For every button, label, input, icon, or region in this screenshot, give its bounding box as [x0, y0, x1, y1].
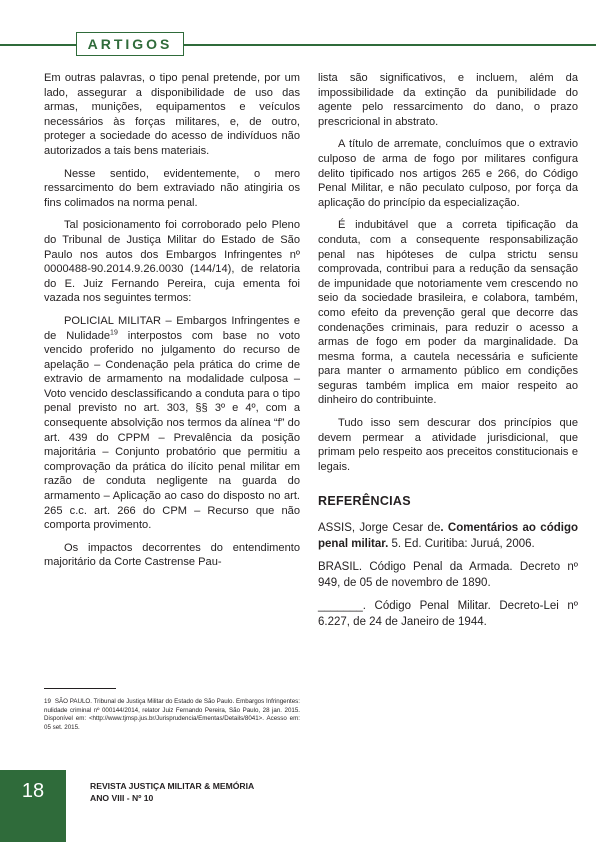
footnote — [44, 698, 300, 732]
reference-1-details: 5. Ed. Curitiba: Juruá, 2006. — [388, 537, 535, 550]
right-column — [318, 71, 578, 638]
reference-2-text: BRASIL. Código Penal da Armada. Decreto nº 949, de 05 de novembro de 1890. — [318, 561, 578, 589]
page-header — [0, 0, 596, 60]
journal-name: REVISTA JUSTIÇA MILITAR & MEMÓRIA — [90, 781, 255, 791]
left-paragraph-5: Os impactos decorrentes do entendimento majoritário da Corte Castrense Pau- — [44, 541, 300, 569]
case-summary-quote — [44, 314, 300, 533]
footnote-rule — [44, 688, 116, 689]
reference-item-1 — [318, 521, 578, 552]
left-paragraph-1: Em outras palavras, o tipo penal pretende, por um lado, assegurar a disponibilidade de uso das armas, munições, equipamentos e veículos necessários às forças militares, e, de outro, proteger a sociedade do acesso de indivíduos não autorizados a tais bens materiais. — [44, 72, 300, 157]
reference-1-title: . Comentários ao código penal militar. — [318, 522, 578, 550]
reference-1-author: ASSIS, Jorge Cesar de — [318, 522, 441, 535]
reference-3-text: _______. Código Penal Militar. Decreto-Lei nº 6.227, de 24 de Janeiro de 1944. — [318, 600, 578, 628]
left-column — [44, 71, 300, 578]
journal-issue: ANO VIII - Nº 10 — [90, 793, 154, 803]
footnote-number: 19 — [44, 698, 51, 705]
footnote-text: SÃO PAULO. Tribunal de Justiça Militar do Estado de São Paulo. Embargos Infringentes: nulidade criminal nº 000144/2014, relator Juiz Fernando Pereira, São Paulo, 28 jan. 2015. Disponível em: <http://www.tjmsp.jus.br/Jurisprudencia/Ementas/Details/8041>. Acesso em: 05 set. 2015. — [44, 698, 300, 731]
left-paragraph-2: Nesse sentido, evidentemente, o mero ressarcimento do bem extraviado não atingiria os fins colimados na norma penal. — [44, 167, 300, 209]
footnote-ref-19[interactable]: 19 — [110, 328, 118, 336]
quote-text-part-1: POLICIAL MILITAR – Embargos Infringentes e de Nulidade — [44, 314, 300, 342]
reference-item-2 — [318, 560, 578, 591]
quote-text-part-2: interpostos com base no voto vencido proferido no julgamento do recurso de apelação – Condenação pela prática do crime de extravio de armamento na modalidade culposa – Voto vencido desclassificando a conduta para o tipo penal previsto no art. 303, §§ 3º e 4º, com a consequente absolvição nos termos da alínea “f” do art. 439 do CPPM – Prevalência da posição majoritária – Conjunto probatório que permitiu a comprovação da prática do ilícito penal militar em razão de conduta negligente na guarda do armamento – Aplicação ao caso do disposto no art. 265 c.c. art. 266 do CPM – Recurso que não comporta provimento. — [44, 329, 300, 532]
right-paragraph-3: É indubitável que a correta tipificação da conduta, com a consequente responsabilização penal nas hipóteses de culpa strictu sensu comprovada, contribui para a redução da sensação de impunidade que notoriamente vem crescendo no seio da sociedade brasileira, e colabora, também, como efeito da prevenção geral que decorre das condenações criminais, para reduzir o acesso a armas de fogo em poder da marginalidade. Da mesma forma, a cautela necessária e suficiente para manter o armamento público em condições seguras também implica em maior respeito ao dinheiro do contribuinte. — [318, 219, 578, 407]
section-label-box — [76, 32, 184, 56]
reference-item-3 — [318, 599, 578, 630]
page-number: 18 — [21, 780, 45, 802]
section-title: ARTIGOS — [87, 36, 173, 52]
right-paragraph-1: lista são significativos, e incluem, além da impossibilidade da extinção da punibilidade do agente pelo ressarcimento do dano, o prazo prescricional in abstrato. — [318, 72, 578, 128]
left-paragraph-3: Tal posicionamento foi corroborado pelo Pleno do Tribunal de Justiça Militar do Estado de São Paulo nos autos dos Embargos Infringentes nº 0000488-90.2014.9.26.0030 (144/14), de relatoria do E. Juiz Fernando Pereira, cuja ementa foi vazada nos seguintes termos: — [44, 219, 300, 305]
right-paragraph-2: A título de arremate, concluímos que o extravio culposo de arma de fogo por militares configura delito tipificado nos artigos 265 e 266, do Código Penal Militar, e não peculato culposo, por força da aplicação do princípio da especialização. — [318, 138, 578, 209]
references-heading: REFERÊNCIAS — [318, 494, 411, 509]
right-paragraph-4: Tudo isso sem descurar dos princípios que devem permear a atividade jurisdicional, que primam pelo respeito aos preceitos constitucionais e legais. — [318, 417, 578, 473]
